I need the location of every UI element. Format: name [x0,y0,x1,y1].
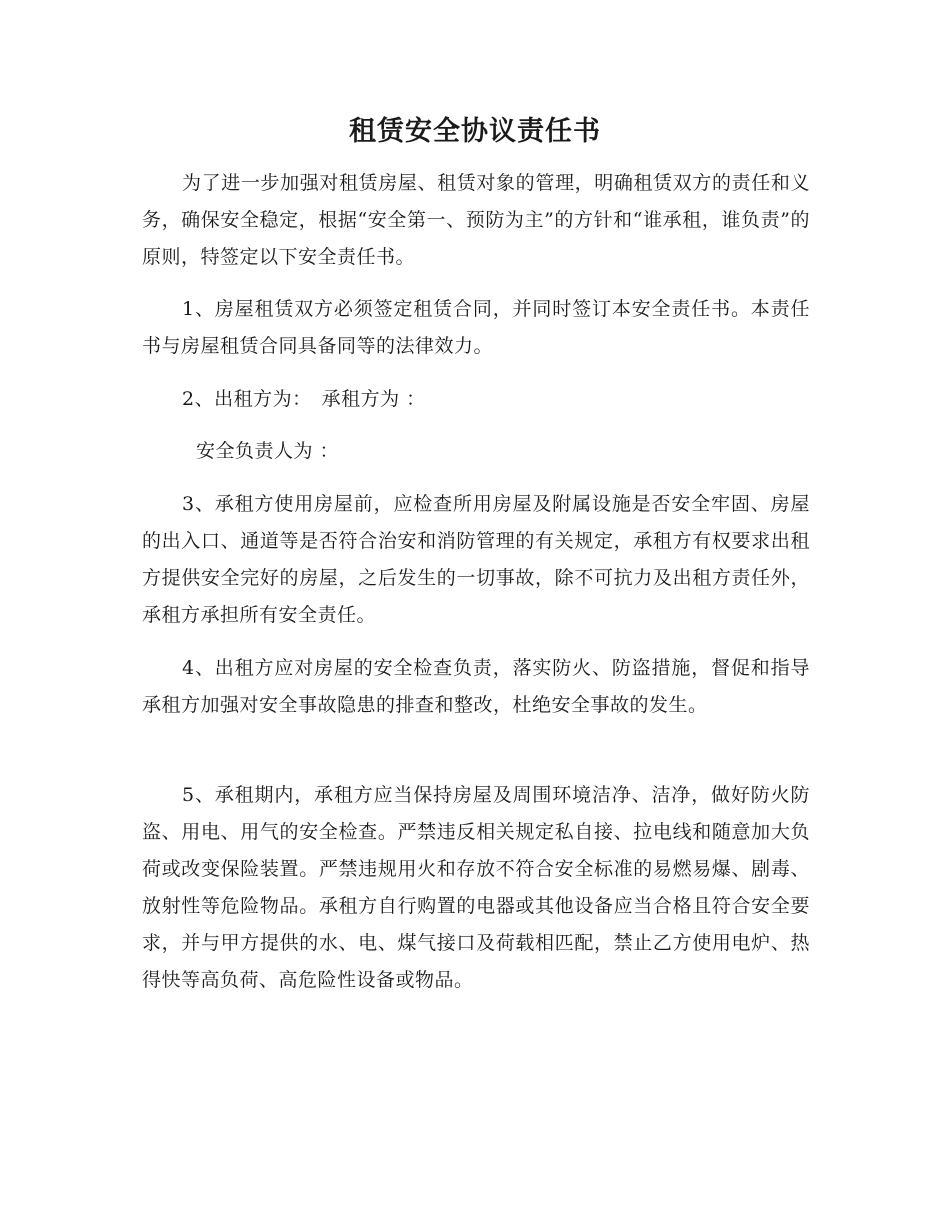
paragraph-clause-5: 5、承租期内，承租方应当保持房屋及周围环境洁净、洁净，做好防火防盗、用电、用气的安全检查。严禁违反相关规定私自接、拉电线和随意加大负荷或改变保险装置。严禁违规用火和存放不符合安全标准的易燃易爆、剧毒、放射性等危险物品。承租方自行购置的电器或其他设备应当合格且符合安全要求，并与甲方提供的水、电、煤气接口及荷载相匹配，禁止乙方使用电炉、热得快等高负荷、高危险性设备或物品。 [142,784,810,991]
paragraph-clause-3: 3、承租方使用房屋前，应检查所用房屋及附属设施是否安全牢固、房屋的出入口、通道等是否符合治安和消防管理的有关规定，承租方有权要求出租方提供安全完好的房屋，之后发生的一切事故，除不可抗力及出租方责任外，承租方承担所有安全责任。 [142,493,810,626]
document-title: 租赁安全协议责任书 [349,116,601,147]
paragraph-clause-1: 1、房屋租赁双方必须签定租赁合同，并同时签订本安全责任书。本责任书与房屋租赁合同具备同等的法律效力。 [142,298,810,357]
paragraph-safety-responsible-person: 安全负责人为 ： [196,440,340,462]
paragraph-clause-2-parties: 2、出租方为： 承租方为 ： [182,388,426,410]
paragraph-intro: 为了进一步加强对租赁房屋、租赁对象的管理，明确租赁双方的责任和义务，确保安全稳定，根据“安全第一、预防为主”的方针和“谁承租，谁负责”的原则，特签定以下安全责任书。 [142,172,810,268]
paragraph-clause-4: 4、出租方应对房屋的安全检查负责，落实防火、防盗措施，督促和指导承租方加强对安全事故隐患的排查和整改，杜绝安全事故的发生。 [142,657,810,716]
